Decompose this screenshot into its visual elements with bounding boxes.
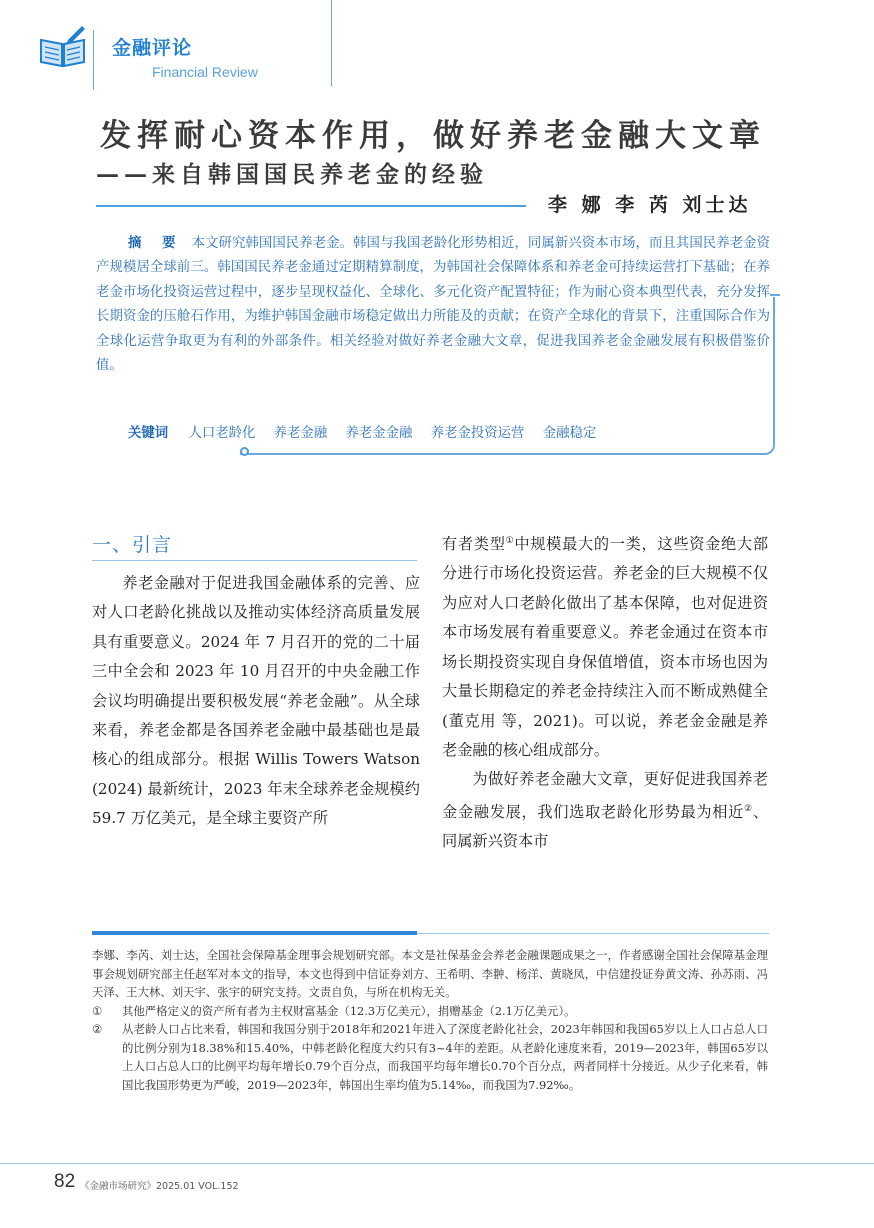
journal-name: 《金融市场研究》2025.01 VOL.152: [80, 1181, 239, 1192]
body-text: 、同属新兴资本市: [442, 802, 768, 851]
section-title: 金融评论: [112, 37, 193, 59]
keywords: [128, 422, 610, 441]
footnote-mark: ①: [92, 1003, 103, 1018]
abstract-label: 摘 要: [128, 236, 184, 251]
body-text: 中规模最大的一类，这些资金绝大部分进行市场化投资运营。养老金的巨大规模不仅为应对人口老龄化做出了基本保障，也对促进资本市场发展有着重要意义。养老金通过在资本市场长期投资实现自身保值增值，资本市场也因为大量长期稳定的养老金持续注入而不断成熟健全 (董克用 等，2021)。可以说，养老金金融是养老金融的核心组成部分。: [442, 535, 769, 759]
body-paragraph: 养老金融对于促进我国金融体系的完善、应对人口老龄化挑战以及推动实体经济高质量发展具有重要意义。2024 年 7 月召开的党的二十届三中全会和 2023 年 10 月召开的中央金融工作会议均明确提出要积极发展“养老金融”。从全球来看，养老金都是各国养老金融中最基础也是最核心的组成部分。根据 Willis Towers Watson (2024) 最新统计，2023 年末全球养老金规模约 59.7 万亿美元，是全球主要资产所: [92, 574, 420, 828]
body-paragraph: [442, 527, 768, 765]
open-book-pen-icon: [38, 24, 88, 70]
section-heading-rule: [92, 560, 417, 561]
abstract-frame-dot: [240, 447, 249, 456]
footnote-text: 其他严格定义的资产所有者为主权财富基金（12.3万亿美元），捐赠基金（2.1万亿美元）。: [122, 1003, 576, 1018]
footnote-rule: [417, 933, 769, 934]
footnote-ref: ①: [505, 536, 515, 546]
footnote-rule-accent: [92, 931, 417, 935]
keyword: 养老金金融: [345, 426, 413, 441]
header-divider: [331, 0, 332, 86]
keywords-label: 关键词: [128, 426, 169, 441]
keyword: 养老金融: [273, 426, 328, 441]
author-note: 李娜、李芮、刘士达，全国社会保障基金理事会规划研究部。本文是社保基金会养老金融课题成果之一，作者感谢全国社会保障基金理事会规划研究部主任赵军对本文的指导，本文也得到中信证券刘方、王希明、李翀、杨洋、黄晓凤，中信建投证券黄文涛、孙苏雨、冯天泽、王大林、刘天宇、张宇的研究支持。文责自负，与所在机构无关。: [92, 948, 768, 999]
article-title: 发挥耐心资本作用，做好养老金融大文章: [100, 118, 766, 154]
body-paragraph: [442, 765, 768, 856]
author-list: 李 娜 李 芮 刘士达: [548, 194, 752, 216]
abstract-text: 本文研究韩国国民养老金。韩国与我国老龄化形势相近，同属新兴资本市场，而且其国民养老金资产规模居全球前三。韩国国民养老金通过定期精算制度，为韩国社会保障体系和养老金可持续运营打下基础；在养老金市场化投资运营过程中，逐步呈现权益化、全球化、多元化资产配置特征；作为耐心资本典型代表，充分发挥长期资金的压舱石作用，为维护韩国金融市场稳定做出力所能及的贡献；在资产全球化的背景下，注重国际合作为全球化运营争取更为有利的外部条件。相关经验对做好养老金融大文章，促进我国养老金金融发展有积极借鉴价值。: [96, 236, 771, 374]
body-column-left: [92, 569, 420, 834]
keyword: 人口老龄化: [188, 426, 256, 441]
body-column-right: [442, 527, 768, 857]
page-number: 82: [54, 1171, 76, 1192]
footnote-mark: ②: [92, 1022, 103, 1036]
keyword: 金融稳定: [542, 426, 597, 441]
abstract-frame-cap: [770, 294, 780, 296]
author-rule: [96, 205, 526, 207]
header-left-rule: [93, 30, 94, 90]
section-heading: 一、引言: [92, 534, 173, 556]
footnote-text: 从老龄人口占比来看，韩国和我国分别于2018年和2021年进入了深度老龄化社会，2023年韩国和我国65岁以上人口占总人口的比例分别为18.38%和15.40%，中韩老龄化程度大约只有3~4年的差距。从老龄化速度来看，2019—2023年，韩国65岁以上人口占总人口的比例平均每年增长0.79个百分点，而我国平均每年增长0.70个百分点，两者同样十分接近。从少子化来看，韩国比我国形势更为严峻，2019—2023年，韩国出生率均值为5.14‰，而我国为7.92‰。: [122, 1022, 768, 1092]
keyword: 养老金投资运营: [430, 426, 525, 441]
section-subtitle: Financial Review: [152, 64, 258, 80]
footnote-item: [92, 1020, 768, 1094]
footnotes: [92, 946, 768, 1094]
abstract: [96, 232, 770, 378]
article-subtitle: ——来自韩国国民养老金的经验: [96, 161, 488, 188]
footnote-ref: ②: [744, 803, 753, 814]
body-text: 有者类型: [442, 535, 506, 554]
footnote-item: [92, 1002, 768, 1021]
body-text: 为做好养老金融大文章，更好促进我国养老金金融发展，我们选取老龄化形势最为相近: [442, 770, 768, 821]
footer-rule: [0, 1163, 874, 1164]
